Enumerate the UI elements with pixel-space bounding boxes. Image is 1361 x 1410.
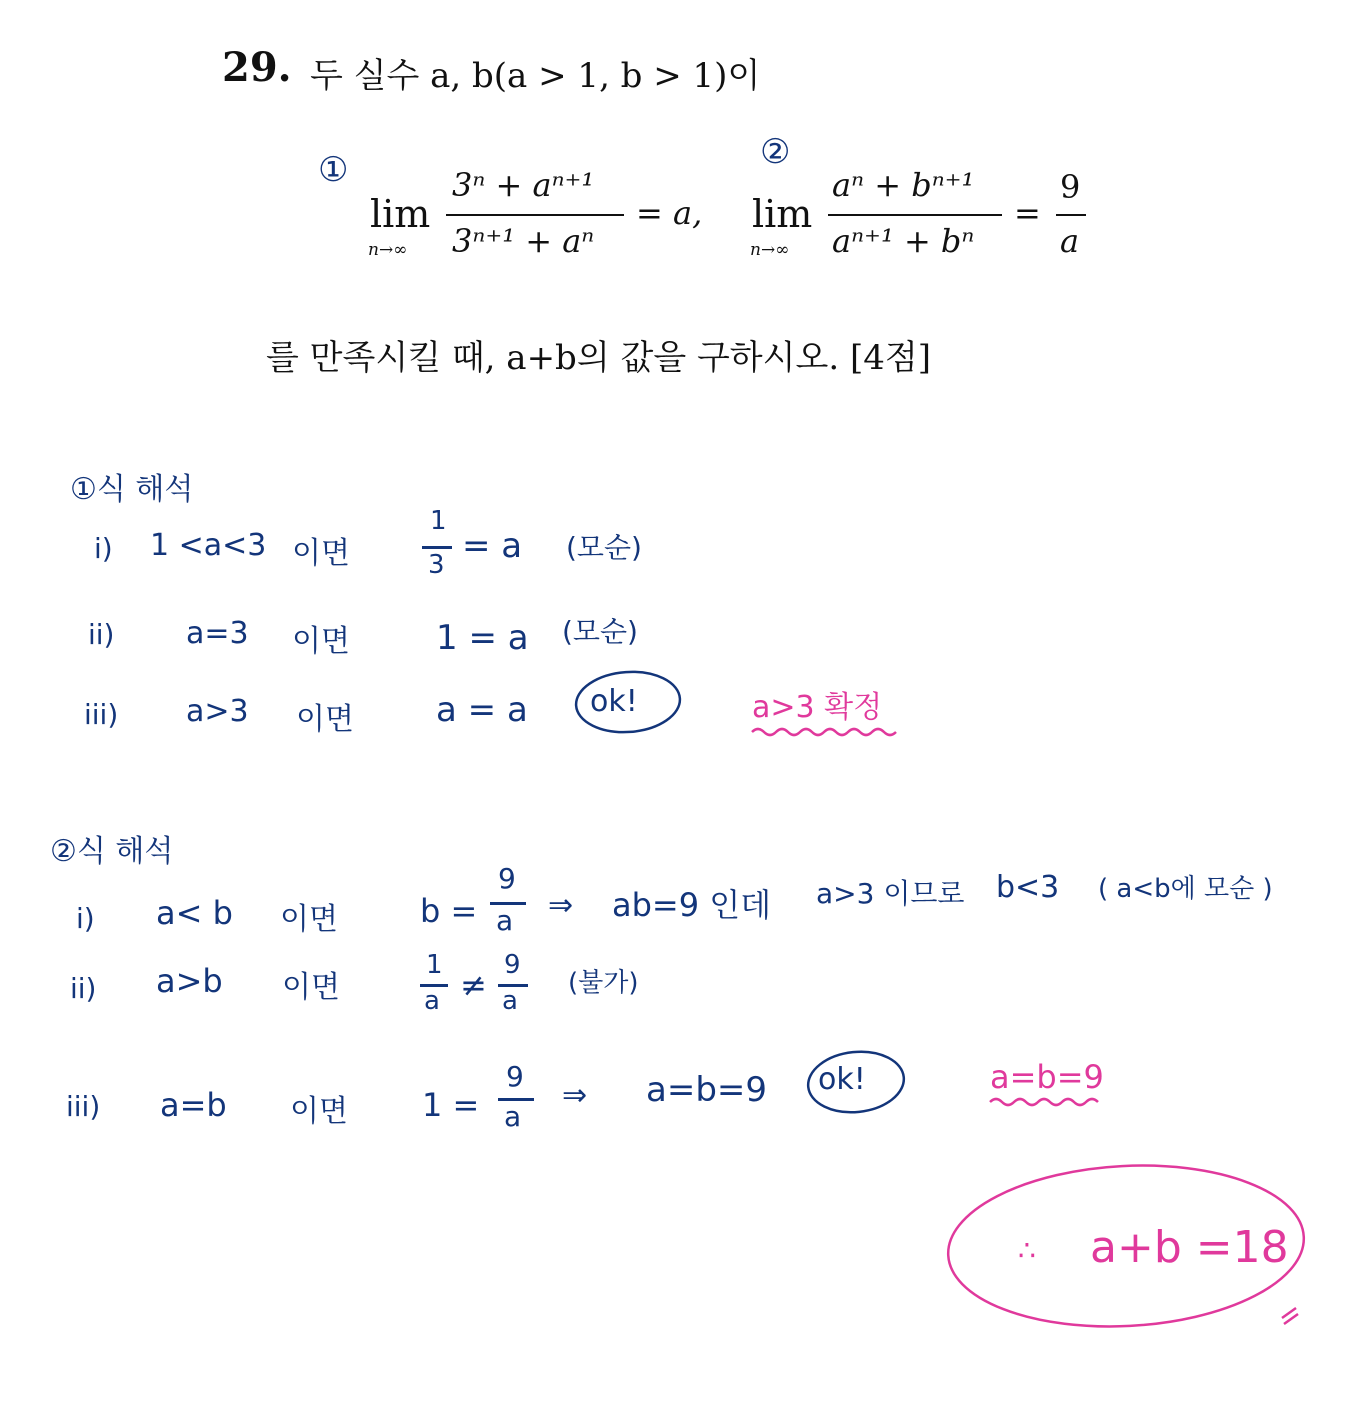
eq2-rhs-numerator: 9	[1060, 168, 1081, 206]
p2-row1-lhs: b =	[420, 892, 478, 930]
p2-row2-rfrac-den: a	[502, 986, 518, 1016]
p2-row2-lfrac-den: a	[424, 986, 440, 1016]
squiggle-part2	[990, 1099, 1098, 1105]
p2-row3-label: iii)	[66, 1090, 101, 1123]
eq2-marker: ②	[760, 132, 791, 172]
part2-conclusion: a=b=9	[990, 1058, 1104, 1096]
p1-row1-note: (모순)	[566, 531, 642, 564]
eq2-fraction-bar	[828, 214, 1002, 216]
p1-row2-cond: a=3	[186, 616, 249, 651]
eq2-equals: =	[1014, 194, 1041, 232]
p1-row1-frac-den: 3	[428, 550, 445, 580]
eq2-rhs-denominator: a	[1060, 222, 1080, 260]
p2-row2-rfrac-num: 9	[504, 950, 521, 980]
part2-heading: ②식 해석	[50, 834, 174, 869]
p2-row1-note: ( a<b에 모순 )	[1098, 874, 1273, 904]
therefore-symbol: ∴	[1018, 1234, 1036, 1267]
eq1-marker: ①	[318, 150, 349, 190]
eq1-fraction-bar	[446, 214, 624, 216]
part1-conclusion: a>3 확정	[752, 690, 883, 725]
p1-row1-frac-num: 1	[430, 506, 447, 536]
p2-row2-label: ii)	[70, 972, 97, 1005]
p2-row1-rest: ab=9 인데	[612, 886, 772, 924]
question-text: 를 만족시킬 때, a+b의 값을 구하시오. [4점]	[266, 338, 931, 378]
p2-row1-rest3: b<3	[996, 870, 1060, 905]
squiggle-part1	[752, 729, 896, 735]
p1-row3-ok: ok!	[590, 684, 638, 719]
p1-row1-cond: 1 <a<3	[150, 528, 267, 563]
eq1-rhs: = a,	[636, 194, 703, 232]
eq2-lim-sub: n→∞	[750, 240, 790, 260]
eq1-lim-sub: n→∞	[368, 240, 408, 260]
eq1-lim: lim	[370, 192, 431, 236]
p1-row3-cond: a>3	[186, 694, 249, 729]
p2-row3-lhs: 1 =	[422, 1086, 480, 1124]
p2-row1-arrow: ⇒	[548, 888, 574, 923]
p2-row1-rest2: a>3 이므로	[816, 877, 965, 910]
p2-row1-cond: a< b	[156, 894, 233, 932]
p1-row1-label: i)	[94, 532, 113, 565]
p2-row2-note: (불가)	[568, 968, 639, 998]
p1-row3-result: a = a	[436, 690, 528, 730]
p2-row3-frac-num: 9	[506, 1060, 524, 1093]
eq2-lim: lim	[752, 192, 813, 236]
problem-intro: 두 실수 a, b(a > 1, b > 1)이	[310, 56, 761, 96]
p2-row3-cond: a=b	[160, 1086, 227, 1124]
final-double-tick	[1282, 1308, 1298, 1324]
eq1-denominator: 3ⁿ⁺¹ + aⁿ	[452, 222, 595, 260]
part1-heading: ①식 해석	[70, 472, 194, 507]
p2-row3-rest: a=b=9	[646, 1070, 768, 1110]
eq2-rhs-bar	[1056, 214, 1086, 216]
eq2-numerator: aⁿ + bⁿ⁺¹	[832, 166, 975, 204]
p2-row1-label: i)	[76, 902, 95, 935]
eq2-denominator: aⁿ⁺¹ + bⁿ	[832, 222, 975, 260]
p2-row2-neq: ≠	[460, 966, 487, 1004]
p2-row3-arrow: ⇒	[562, 1078, 588, 1113]
p2-row2-cond: a>b	[156, 962, 223, 1000]
p2-row2-lfrac-num: 1	[426, 950, 443, 980]
p1-row3-label: iii)	[84, 698, 119, 731]
final-answer: a+b =18	[1090, 1222, 1289, 1273]
eq1-numerator: 3ⁿ + aⁿ⁺¹	[452, 166, 595, 204]
p2-row1-frac-num: 9	[498, 862, 516, 895]
p2-row3-frac-den: a	[504, 1100, 522, 1133]
p1-row2-then: 이면	[292, 624, 350, 659]
p2-row3-ok: ok!	[818, 1062, 866, 1097]
p2-row1-frac-den: a	[496, 904, 514, 937]
p1-row1-result: = a	[462, 526, 523, 566]
p1-row2-note: (모순)	[562, 615, 638, 648]
p1-row2-result: 1 = a	[436, 618, 529, 658]
problem-number: 29.	[222, 44, 292, 91]
p2-row3-then: 이면	[290, 1094, 348, 1129]
p2-row2-then: 이면	[282, 970, 340, 1005]
p1-row3-then: 이면	[296, 702, 354, 737]
p2-row1-then: 이면	[280, 902, 338, 937]
p1-row1-then: 이면	[292, 536, 350, 571]
p1-row2-label: ii)	[88, 618, 115, 651]
p1-row1-frac-bar	[422, 546, 452, 549]
